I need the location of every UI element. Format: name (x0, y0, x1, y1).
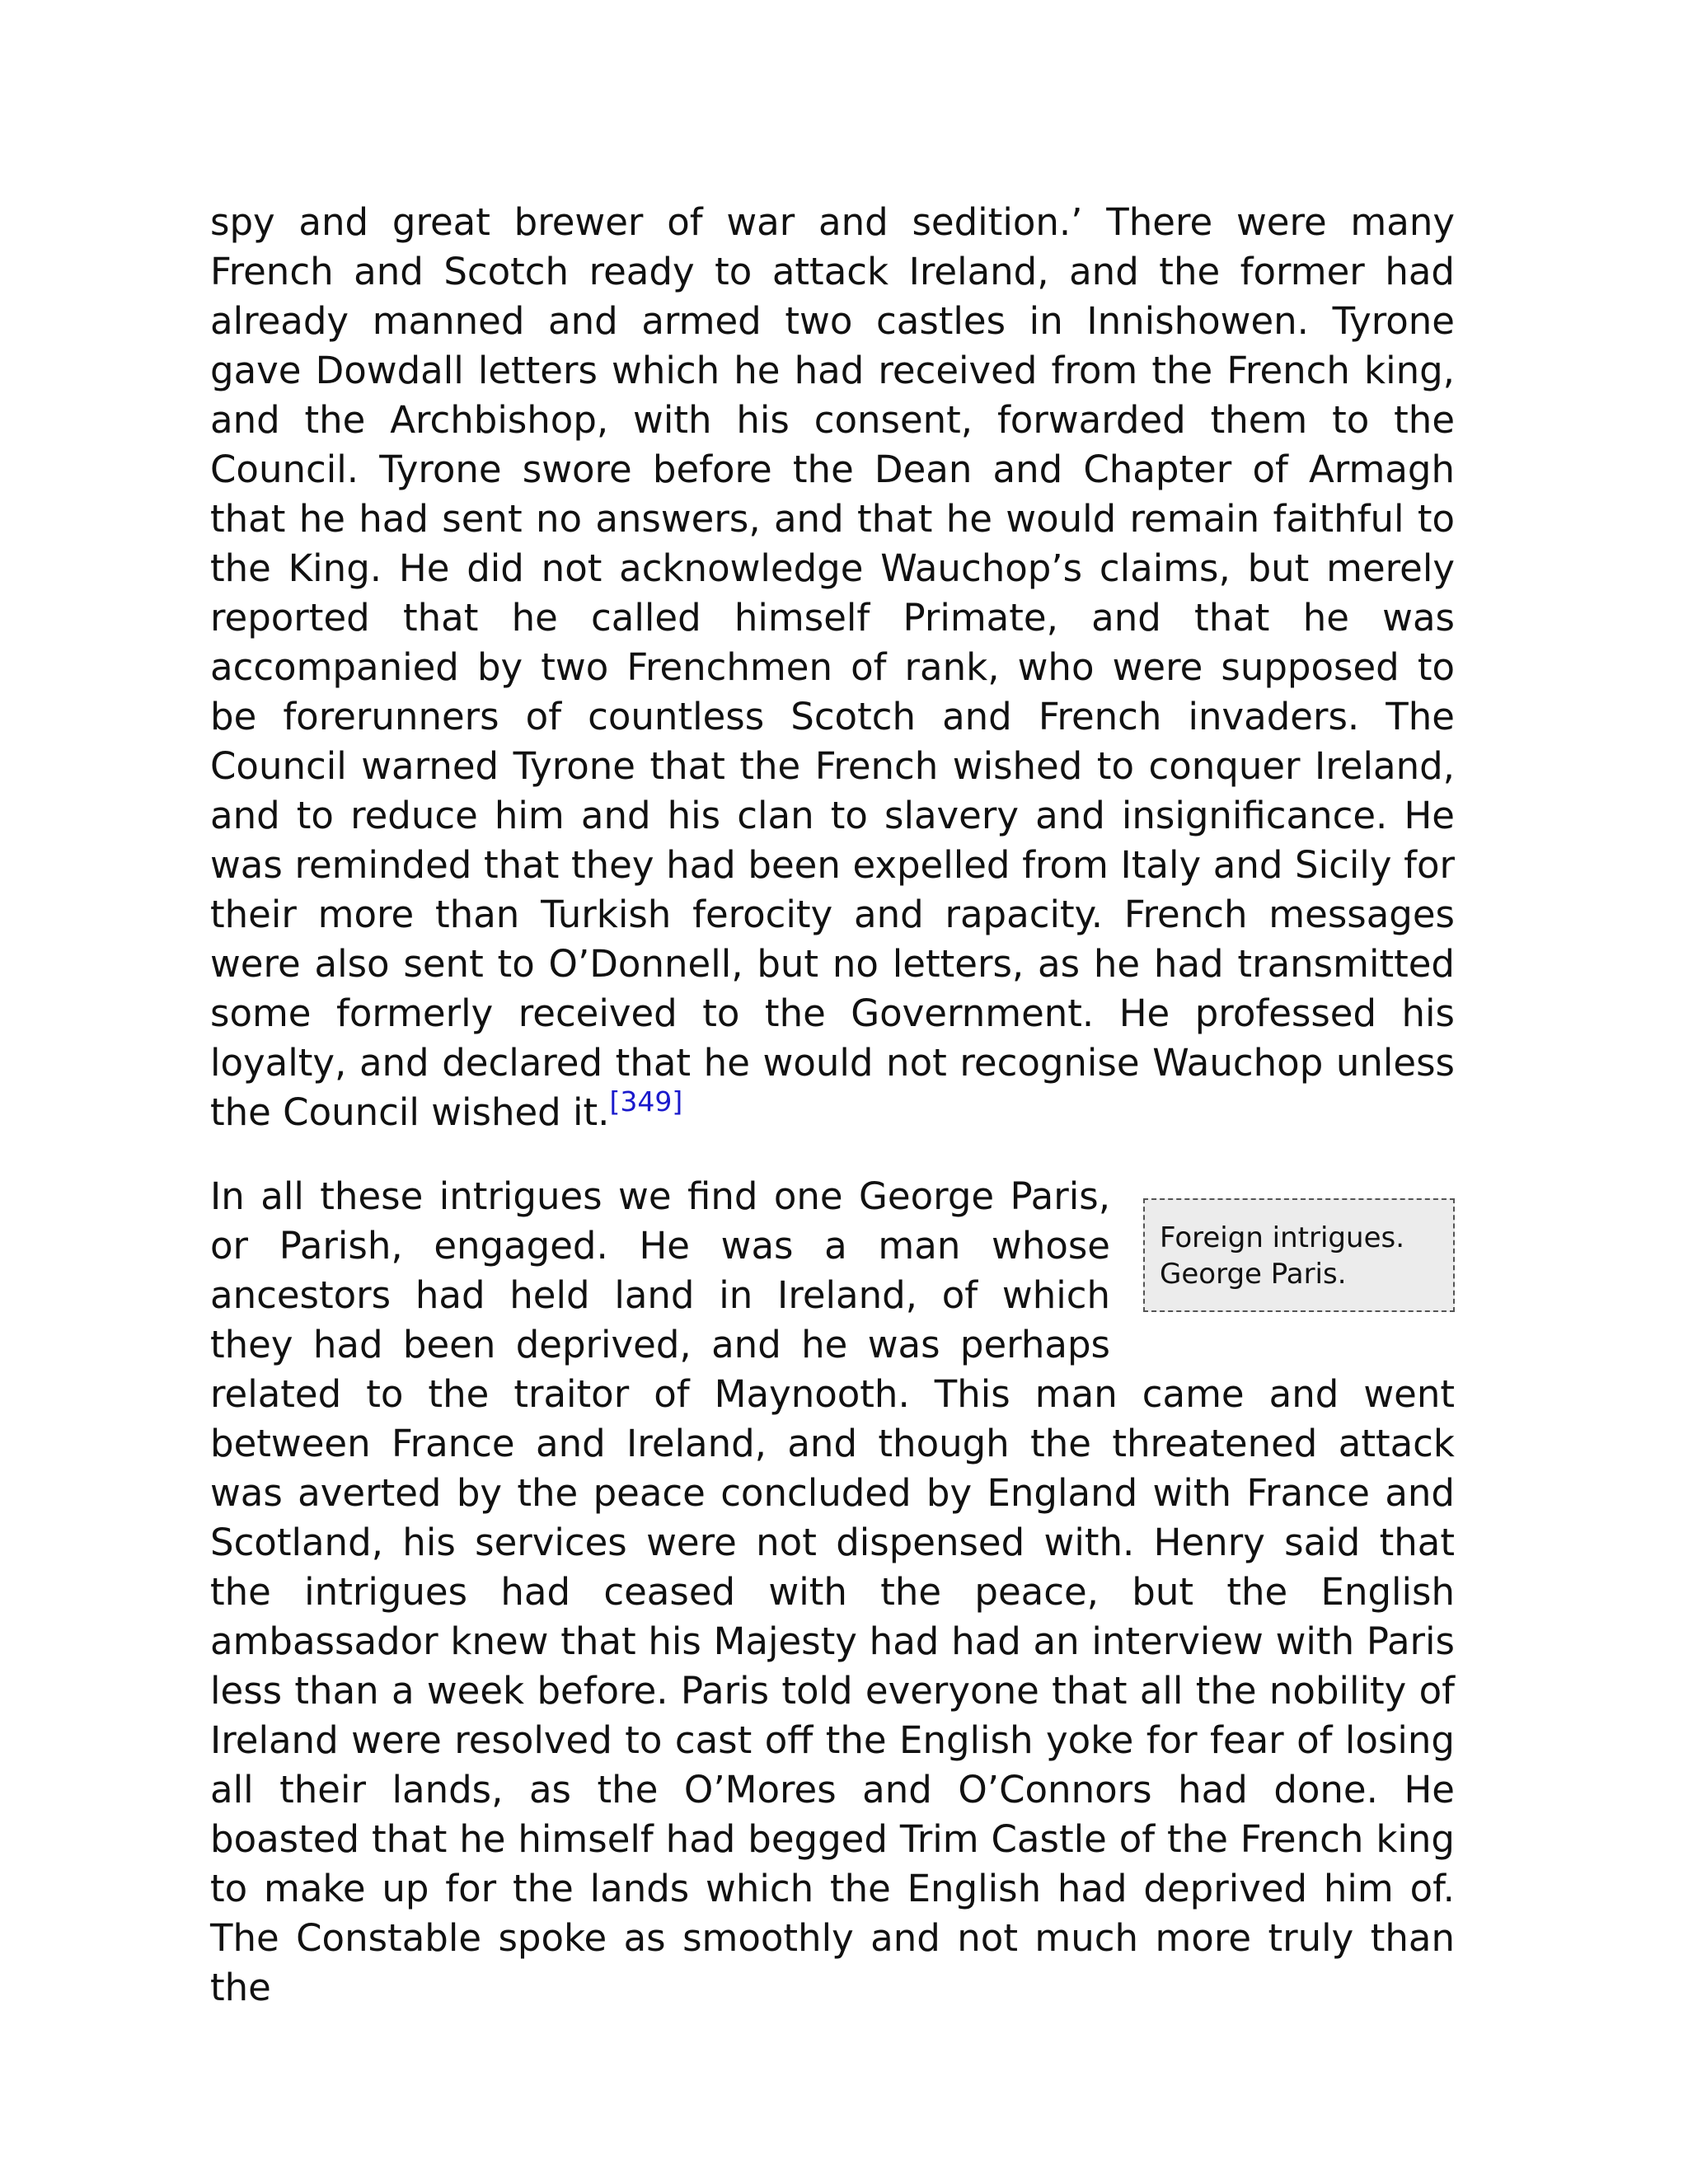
paragraph-text: spy and great brewer of war and sedition.’ There were many French and Scotch ready to attack Ireland, and the former had already manned and armed two castles in Innishowen. Tyrone gave Dowdall letters which he had received from the French king, and the Archbishop, with his consent, forwarded them to the Council. Tyrone swore before the Dean and Chapter of Armagh that he had sent no answers, and that he would remain faithful to the King. He did not acknowledge Wauchop’s claims, but merely reported that he called himself Primate, and that he was accompanied by two Frenchmen of rank, who were supposed to be forerunners of countless Scotch and French invaders. The Council warned Tyrone that the French wished to conquer Ireland, and to reduce him and his clan to slavery and insignificance. He was reminded that they had been expelled from Italy and Sicily for their more than Turkish ferocity and rapacity. French messages were also sent to O’Donnell, but no letters, as he had transmitted some formerly received to the Government. He professed his loyalty, and declared that he would not recognise Wauchop unless the Council wished it. (210, 200, 1455, 1134)
margin-note (1143, 1198, 1455, 1312)
paragraph-text: In all these intrigues we find one George Paris, or Parish, engaged. He was a man whose ancestors had held land in Ireland, of which they had been deprived, and he was perhaps related to the traitor of Maynooth. This man came and went between France and Ireland, and though the threatened attack was averted by the peace concluded by England with France and Scotland, his services were not dispensed with. Henry said that the intrigues had ceased with the peace, but the English ambassador knew that his Majesty had had an interview with Paris less than a week before. Paris told everyone that all the nobility of Ireland were resolved to cast off the English yoke for fear of losing all their lands, as the O’Mores and O’Connors had done. He boasted that he himself had begged Trim Castle of the French king to make up for the lands which the English had deprived him of. The Constable spoke as smoothly and not much more truly than the (210, 1174, 1455, 2009)
margin-note-line: Foreign intrigues. (1160, 1221, 1405, 1254)
page-content (210, 198, 1455, 2013)
footnote-reference-link[interactable]: [349] (609, 1085, 683, 1118)
body-paragraph (210, 1172, 1455, 2013)
body-paragraph (210, 198, 1455, 1137)
margin-note-line: George Paris. (1160, 1258, 1347, 1291)
